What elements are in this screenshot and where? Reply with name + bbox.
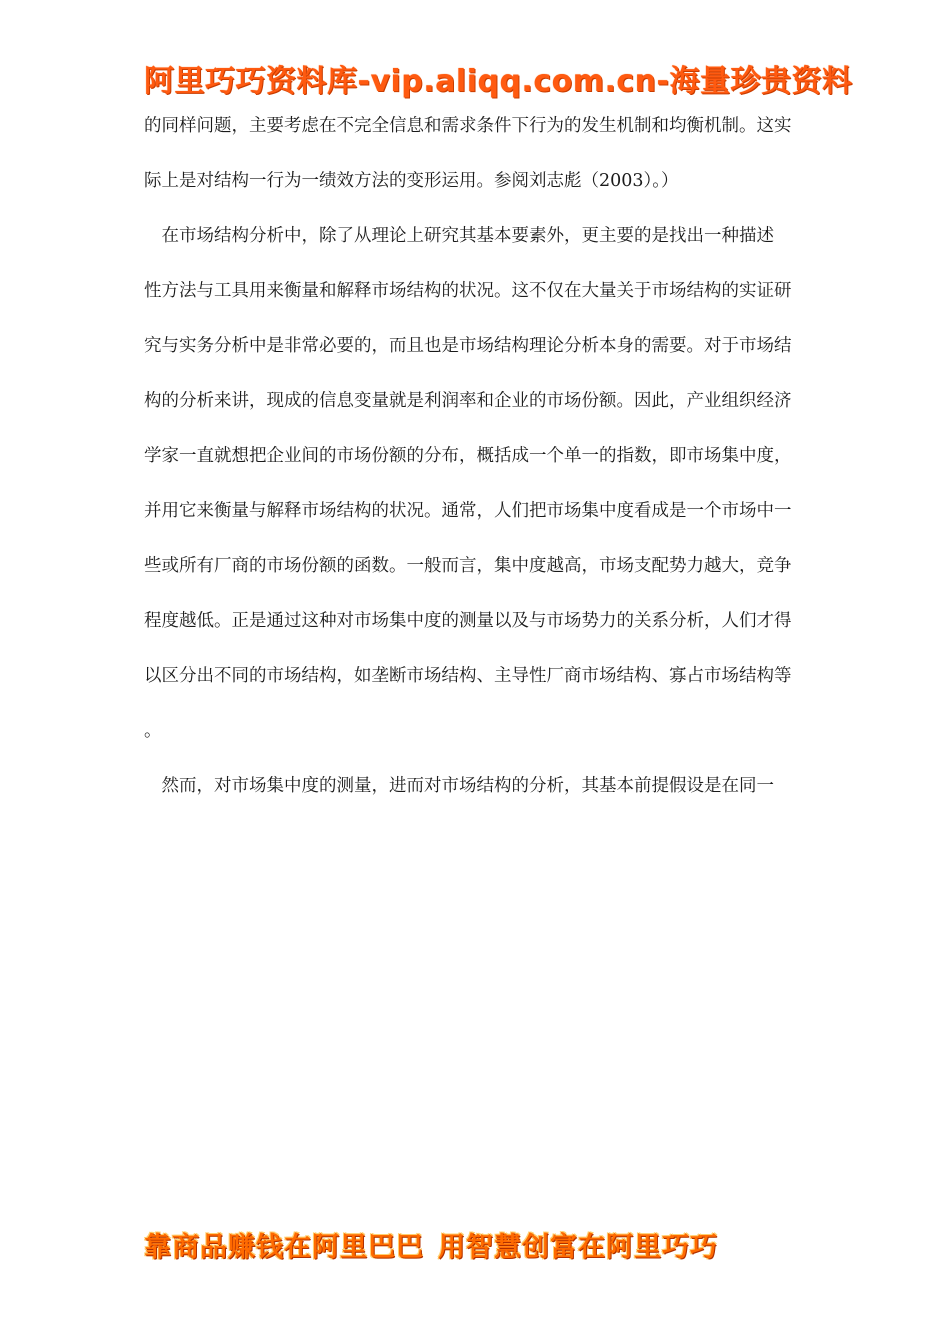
text-line: 性方法与工具用来衡量和解释市场结构的状况。这不仅在大量关于市场结构的实证研 bbox=[144, 281, 792, 301]
text-line: 构的分析来讲，现成的信息变量就是利润率和企业的市场份额。因此，产业组织经济 bbox=[144, 391, 792, 411]
text-line: 然而，对市场集中度的测量，进而对市场结构的分析，其基本前提假设是在同一 bbox=[144, 776, 774, 796]
text-line: 程度越低。正是通过这种对市场集中度的测量以及与市场势力的关系分析，人们才得 bbox=[144, 611, 792, 631]
text-line: 在市场结构分析中，除了从理论上研究其基本要素外，更主要的是找出一种描述 bbox=[144, 226, 774, 246]
text-line: 际上是对结构一行为一绩效方法的变形运用。参阅刘志彪（2003）。） bbox=[144, 171, 679, 191]
text-line: 的同样问题，主要考虑在不完全信息和需求条件下行为的发生机制和均衡机制。这实 bbox=[144, 116, 792, 136]
text-line: 。 bbox=[144, 721, 162, 741]
footer-slogan-left: 靠商品赚钱在阿里巴巴 bbox=[144, 1232, 424, 1263]
header-banner: 阿里巧巧资料库-vip.aliqq.com.cn-海量珍贵资料 bbox=[144, 64, 853, 99]
footer-banner bbox=[144, 1230, 804, 1266]
text-line: 些或所有厂商的市场份额的函数。一般而言，集中度越高，市场支配势力越大，竞争 bbox=[144, 556, 792, 576]
text-line: 究与实务分析中是非常必要的，而且也是市场结构理论分析本身的需要。对于市场结 bbox=[144, 336, 792, 356]
text-line: 以区分出不同的市场结构，如垄断市场结构、主导性厂商市场结构、寡占市场结构等 bbox=[144, 666, 792, 686]
footer-slogan-right: 用智慧创富在阿里巧巧 bbox=[438, 1232, 718, 1263]
document-body bbox=[144, 110, 806, 825]
text-line: 并用它来衡量与解释市场结构的状况。通常，人们把市场集中度看成是一个市场中一 bbox=[144, 501, 792, 521]
text-line: 学家一直就想把企业间的市场份额的分布，概括成一个单一的指数，即市场集中度， bbox=[144, 446, 792, 466]
